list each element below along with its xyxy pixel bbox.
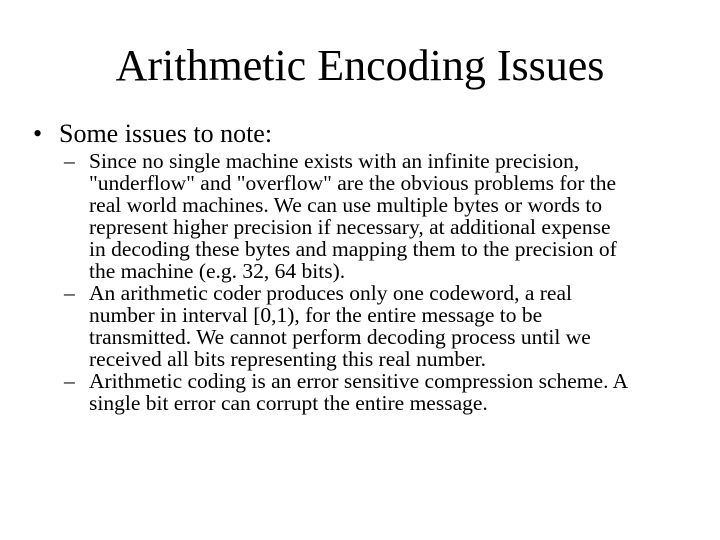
sub-bullet-error-sensitive bbox=[64, 370, 704, 414]
main-bullet-text: Some issues to note: bbox=[59, 119, 273, 148]
sub-bullet-line: single bit error can corrupt the entire message. bbox=[89, 391, 488, 415]
sub-bullet-line: An arithmetic coder produces only one codeword, a real bbox=[89, 281, 572, 305]
sub-bullet-list bbox=[64, 150, 704, 414]
sub-bullet-line: real world machines. We can use multiple bytes or words to bbox=[89, 193, 603, 217]
sub-bullet-underflow-overflow bbox=[64, 150, 704, 282]
sub-bullet-line: Arithmetic coding is an error sensitive compression scheme. A bbox=[89, 369, 629, 393]
sub-bullet-line: transmitted. We cannot perform decoding process until we bbox=[89, 325, 591, 349]
dash-marker: – bbox=[64, 369, 75, 393]
sub-bullet-line: in decoding these bytes and mapping them to the precision of bbox=[89, 237, 617, 261]
slide-title: Arithmetic Encoding Issues bbox=[115, 41, 605, 90]
sub-bullet-line: represent higher precision if necessary, at additional expense bbox=[89, 215, 611, 239]
sub-bullet-line: the machine (e.g. 32, 64 bits). bbox=[89, 259, 346, 283]
sub-bullet-line: number in interval [0,1), for the entire message to be bbox=[89, 303, 543, 327]
dash-marker: – bbox=[64, 149, 75, 173]
sub-bullet-line: received all bits representing this real number. bbox=[89, 347, 487, 371]
bullet-marker: • bbox=[33, 119, 43, 148]
dash-marker: – bbox=[64, 281, 75, 305]
main-bullet bbox=[33, 117, 272, 151]
sub-bullet-line: "underflow" and "overflow" are the obvious problems for the bbox=[89, 171, 617, 195]
sub-bullet-single-codeword bbox=[64, 282, 704, 370]
sub-bullet-line: Since no single machine exists with an infinite precision, bbox=[89, 149, 580, 173]
